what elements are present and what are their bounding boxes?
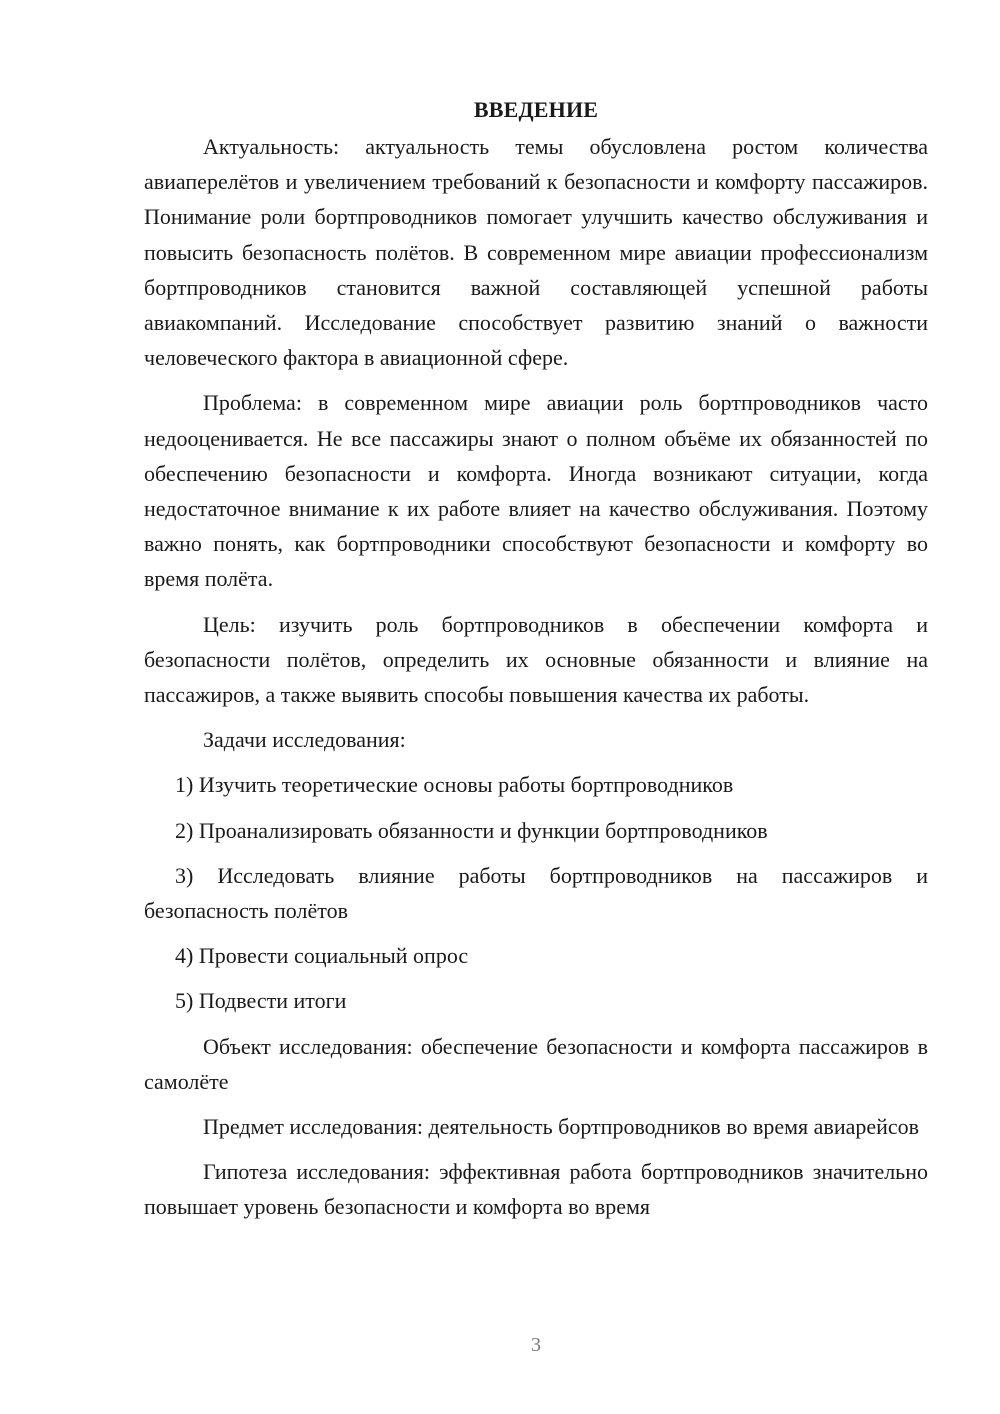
paragraph-problem: Проблема: в современном мире авиации роль бортпроводников часто недооценивается. Не все пассажиры знают о полном объёме их обязанностей по обеспечению безопасности и комфорта. Иногда возникают ситуации, когда недостаточное внимание к их работе влияет на качество обслуживания. Поэтому важно понять, как бортпроводники способствуют безопасности и комфорту во время полёта. bbox=[144, 390, 928, 592]
paragraph-tasks-heading: Задачи исследования: bbox=[203, 727, 406, 753]
page-number: 3 bbox=[531, 1334, 541, 1356]
task-list bbox=[144, 767, 928, 1018]
document-page bbox=[144, 92, 928, 1235]
paragraph-relevance: Актуальность: актуальность темы обусловлена ростом количества авиаперелётов и увеличением требований к безопасности и комфорту пассажиров. Понимание роли бортпроводников помогает улучшить качество обслуживания и повысить безопасность полётов. В современном мире авиации профессионализм бортпроводников становится важной составляющей успешной работы авиакомпаний. Исследование способствует развитию знаний о важности человеческого фактора в авиационной сфере. bbox=[144, 134, 928, 371]
paragraph-subject: Предмет исследования: деятельность бортпроводников во время авиарейсов bbox=[203, 1114, 920, 1140]
section-title: ВВЕДЕНИЕ bbox=[473, 97, 599, 122]
list-item: 3) Исследовать влияние работы бортпроводников на пассажиров и безопасность полётов bbox=[144, 862, 928, 924]
paragraph-object: Объект исследования: обеспечение безопасности и комфорта пассажиров в самолёте bbox=[144, 1033, 928, 1094]
paragraph-hypothesis: Гипотеза исследования: эффективная работа бортпроводников значительно повышает уровень безопасности и комфорта во время bbox=[144, 1159, 928, 1220]
list-item: 5) Подвести итоги bbox=[175, 988, 347, 1014]
list-item: 4) Провести социальный опрос bbox=[175, 943, 469, 969]
list-item: 2) Проанализировать обязанности и функции бортпроводников bbox=[175, 817, 768, 843]
paragraph-goal: Цель: изучить роль бортпроводников в обеспечении комфорта и безопасности полётов, определить их основные обязанности и влияние на пассажиров, а также выявить способы повышения качества их работы. bbox=[144, 611, 928, 708]
list-item: 1) Изучить теоретические основы работы бортпроводников bbox=[175, 772, 734, 798]
